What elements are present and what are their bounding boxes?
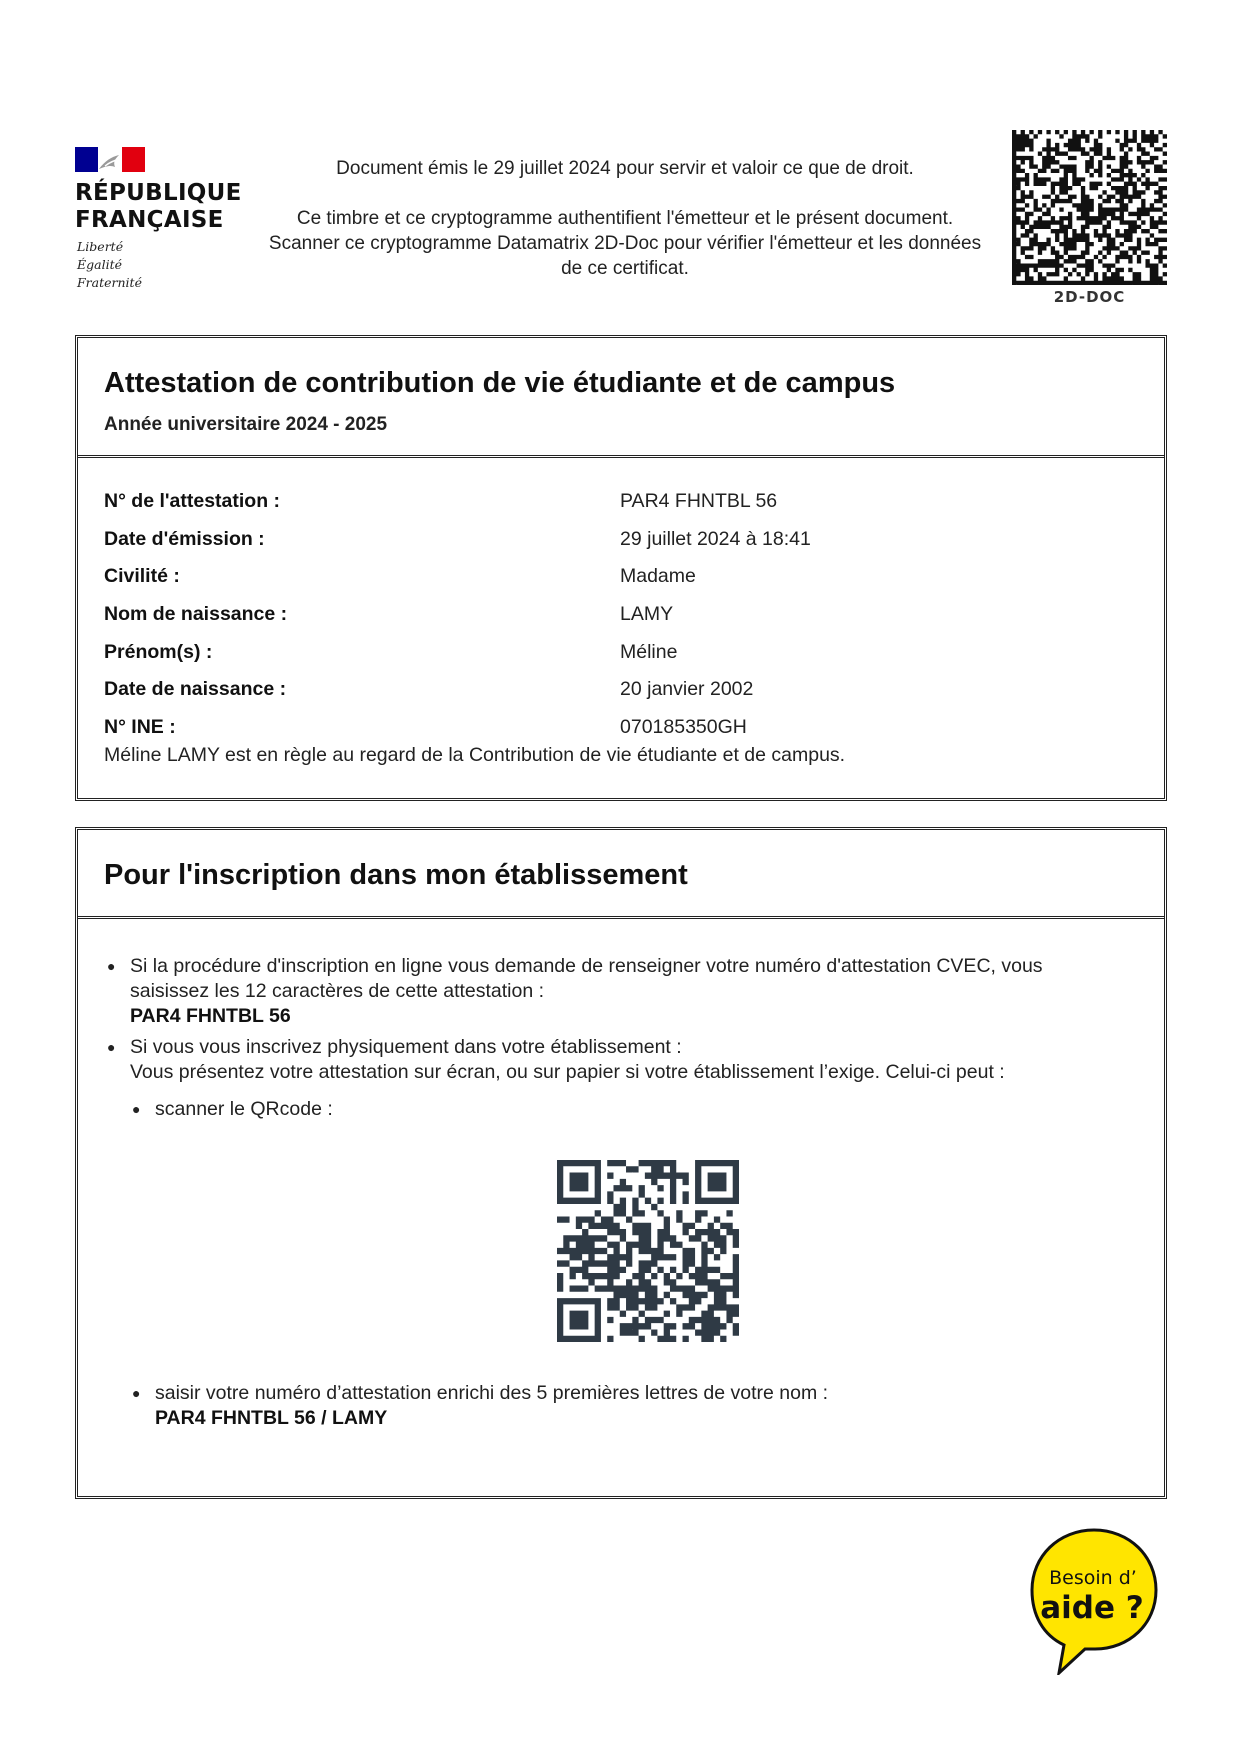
attestation-info-table — [104, 486, 1137, 750]
attestation-header — [78, 338, 1164, 458]
item1-line1: Si la procédure d'inscription en ligne vous demande de renseigner votre numéro d'attestation CVEC, vous — [130, 955, 1043, 977]
help-bubble-icon — [1029, 1527, 1159, 1675]
sub1-text: scanner le QRcode : — [155, 1098, 333, 1120]
info-value: 070185350GH — [620, 716, 747, 739]
item2-line2: Vous présentez votre attestation sur écran, ou sur papier si votre établissement l’exige. Celui-ci peut : — [130, 1061, 1005, 1083]
info-row-birth-date — [104, 674, 1137, 712]
motto-liberte: Liberté — [77, 239, 124, 254]
issued-text: Document émis le 29 juillet 2024 pour servir et valoir ce que de droit. — [336, 158, 914, 179]
info-value: Madame — [620, 565, 696, 588]
datamatrix-label: 2D-DOC — [1053, 288, 1126, 306]
item1-line2: saisissez les 12 caractères de cette attestation : — [130, 980, 545, 1002]
datamatrix-code-icon — [1012, 130, 1167, 285]
info-row-attestation-number — [104, 486, 1137, 524]
in-person-item — [107, 1035, 1005, 1085]
help-line-1: Besoin d’ — [1049, 1567, 1137, 1589]
info-row-civility — [104, 561, 1137, 599]
compliance-statement: Méline LAMY est en règle au regard de la Contribution de vie étudiante et de campus. — [104, 744, 846, 766]
motto-egalite: Égalité — [77, 257, 122, 272]
sub2-code: PAR4 FHNTBL 56 / LAMY — [155, 1407, 388, 1429]
info-row-first-name — [104, 637, 1137, 675]
info-row-birth-name — [104, 599, 1137, 637]
info-row-issue-date — [104, 524, 1137, 562]
inscription-header — [78, 830, 1164, 919]
info-value: PAR4 FHNTBL 56 — [620, 490, 778, 512]
info-label: Date d'émission : — [104, 527, 265, 550]
header-notice — [265, 156, 985, 281]
attestation-qrcode — [557, 1160, 739, 1342]
item1-code: PAR4 FHNTBL 56 — [130, 1005, 291, 1027]
attestation-box — [75, 335, 1167, 801]
bullet-icon: ● — [132, 1385, 141, 1401]
info-value: LAMY — [620, 603, 674, 626]
info-value: Méline — [620, 640, 678, 663]
info-label: N° INE : — [104, 716, 176, 739]
enter-number-item — [132, 1381, 829, 1431]
item2-line1: Si vous vous inscrivez physiquement dans votre établissement : — [130, 1036, 682, 1058]
datamatrix-2d-doc — [1012, 130, 1167, 285]
info-value: 29 juillet 2024 à 18:41 — [620, 527, 811, 550]
logo-line-1: RÉPUBLIQUE — [75, 180, 242, 206]
bullet-icon: ● — [107, 1039, 116, 1055]
info-label: Date de naissance : — [104, 678, 287, 701]
online-procedure-item — [107, 954, 1043, 1029]
help-line-2: aide ? — [1040, 1590, 1144, 1626]
bullet-icon: ● — [107, 958, 116, 974]
attestation-title: Attestation de contribution de vie étudiante et de campus — [104, 367, 896, 399]
logo-line-2: FRANÇAISE — [75, 207, 224, 233]
inscription-title: Pour l'inscription dans mon établissement — [104, 859, 688, 891]
help-button[interactable] — [1029, 1527, 1159, 1675]
stamp-text: Ce timbre et ce cryptogramme authentifient l'émetteur et le présent document. Scanner ce cryptogramme Datamatrix 2D-Doc pour vérifier l'émetteur et les données de ce certificat. — [268, 208, 982, 279]
academic-year: Année universitaire 2024 - 2025 — [104, 414, 388, 435]
bullet-icon: ● — [132, 1101, 141, 1117]
qrcode-icon — [557, 1160, 739, 1342]
info-value: 20 janvier 2002 — [620, 678, 754, 701]
scan-qrcode-item — [132, 1097, 333, 1122]
info-label: Civilité : — [104, 565, 180, 588]
republique-francaise-logo — [75, 147, 255, 297]
info-label: Prénom(s) : — [104, 640, 213, 663]
sub2-text: saisir votre numéro d’attestation enrichi des 5 premières lettres de votre nom : — [155, 1382, 829, 1404]
motto-fraternite: Fraternité — [77, 275, 142, 290]
info-label: N° de l'attestation : — [104, 490, 281, 512]
info-label: Nom de naissance : — [104, 603, 288, 626]
marianne-flag-icon — [75, 147, 145, 172]
